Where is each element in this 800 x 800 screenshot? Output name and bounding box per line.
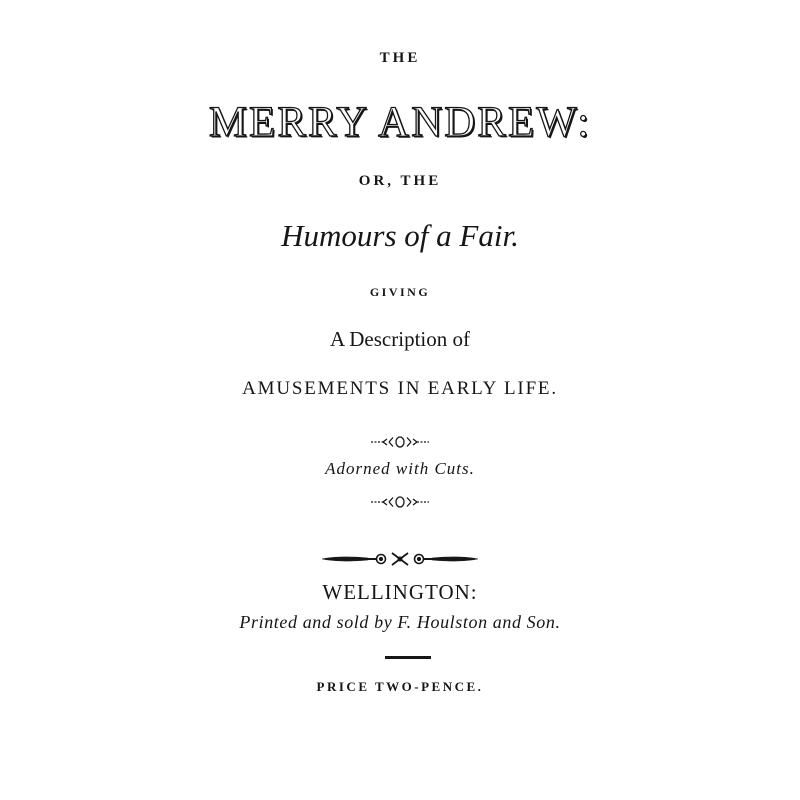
- large-fleuron-icon: [0, 549, 800, 569]
- book-title: MERRY ANDREW:: [208, 99, 592, 146]
- book-subtitle: Humours of a Fair.: [281, 218, 519, 253]
- giving-line: GIVING: [369, 285, 431, 299]
- small-fleuron-icon: [0, 494, 800, 510]
- title-prefix: THE: [379, 50, 421, 66]
- small-fleuron-icon: [0, 434, 800, 450]
- imprint-place: WELLINGTON:: [322, 580, 478, 604]
- amusements-line: AMUSEMENTS IN EARLY LIFE.: [242, 378, 558, 399]
- imprint-printer: Printed and sold by F. Houlston and Son.: [239, 612, 561, 632]
- adorned-line: Adorned with Cuts.: [325, 459, 475, 478]
- description-line: A Description of: [330, 327, 470, 351]
- price-line: PRICE TWO-PENCE.: [316, 679, 484, 694]
- or-the-line: OR, THE: [358, 173, 442, 189]
- divider-rule: [385, 656, 431, 659]
